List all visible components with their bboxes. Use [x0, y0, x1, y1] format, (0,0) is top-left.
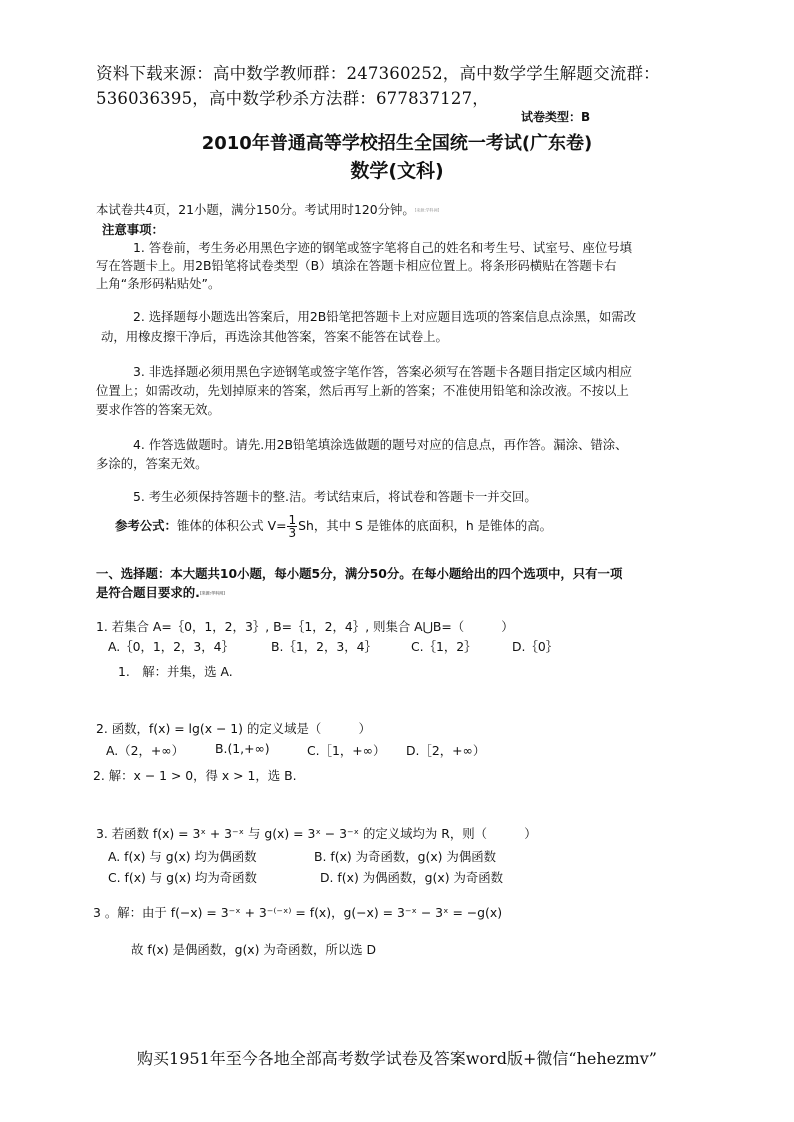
formula-pre: 锥体的体积公式 V=: [176, 518, 287, 533]
question-3-option-b: B. f(x) 为奇函数，g(x) 为偶函数: [314, 849, 496, 864]
section-heading-line-2: [96, 583, 225, 601]
question-1-solution: 1. 解：并集，选 A.: [118, 664, 233, 679]
note-3-line-1: 3. 非选择题必须用黑色字迹钢笔或签字笔作答，答案必须写在答题卡各题目指定区域内相应: [133, 364, 632, 379]
source-line-2: 536036395，高中数学秒杀方法群：677837127，: [96, 89, 489, 108]
section-source-mark: [来源:学科网]: [199, 590, 226, 596]
notes-heading: 注意事项：: [102, 222, 164, 237]
question-1-option-a: A.｛0，1，2，3，4｝: [108, 639, 234, 654]
question-3-option-c: C. f(x) 与 g(x) 均为奇函数: [108, 870, 257, 885]
formula-post: Sh，其中 S 是锥体的底面积，h 是锥体的高。: [298, 518, 553, 533]
fraction-denominator: 3: [288, 526, 297, 540]
question-1-option-b: B.｛1，2，3，4｝: [271, 639, 377, 654]
source-mark: [来源:学科网]: [414, 207, 440, 213]
fraction-numerator: 1: [288, 513, 297, 527]
question-1-option-d: D.｛0｝: [512, 639, 559, 654]
question-2-stem: 2. 函数，f(x) = lg(x − 1) 的定义域是（ ）: [96, 721, 371, 736]
exam-summary: [96, 200, 439, 218]
footer-advert: 购买1951年至今各地全部高考数学试卷及答案word版+微信“hehezmv”: [137, 1049, 657, 1068]
question-1-option-c: C.｛1，2｝: [411, 639, 477, 654]
source-line-1: 资料下载来源：高中数学教师群：247360252，高中数学学生解题交流群：: [96, 64, 660, 83]
section-heading-text: 是符合题目要求的.: [96, 585, 200, 600]
note-3-line-2: 位置上；如需改动，先划掉原来的答案，然后再写上新的答案；不准使用铅笔和涂改液。不按以上: [96, 383, 629, 398]
one-third-fraction: [287, 514, 297, 539]
question-2-option-d: D.［2，+∞）: [406, 743, 486, 758]
note-1-line-3: 上角“条形码粘贴处”。: [96, 276, 221, 291]
note-4-line-1: 4. 作答选做题时。请先.用2B铅笔填涂选做题的题号对应的信息点，再作答。漏涂、错涂、: [133, 437, 628, 452]
paper-type-label: 试卷类型：B: [521, 110, 591, 124]
question-2-solution: 2. 解：x − 1 > 0，得 x > 1，选 B.: [93, 768, 297, 783]
reference-formula: [115, 514, 552, 539]
question-2-option-a: A.（2，+∞）: [106, 743, 184, 758]
note-2-line-1: 2. 选择题每小题选出答案后，用2B铅笔把答题卡上对应题目选项的答案信息点涂黑，如需改: [133, 309, 636, 324]
question-3-stem: 3. 若函数 f(x) = 3ˣ + 3⁻ˣ 与 g(x) = 3ˣ − 3⁻ˣ 的定义域均为 R，则（ ）: [96, 826, 537, 841]
question-3-option-a: A. f(x) 与 g(x) 均为偶函数: [108, 849, 257, 864]
note-5-line-1: 5. 考生必须保持答题卡的整.洁。考试结束后，将试卷和答题卡一并交回。: [133, 489, 537, 504]
note-2-line-2: 动，用橡皮擦干净后，再选涂其他答案，答案不能答在试卷上。: [101, 329, 448, 344]
exam-subtitle: 数学(文科): [350, 160, 444, 182]
note-3-line-3: 要求作答的答案无效。: [96, 402, 220, 417]
question-3-solution-conclusion: 故 f(x) 是偶函数，g(x) 为奇函数，所以选 D: [131, 942, 376, 957]
exam-title: 2010年普通高等学校招生全国统一考试(广东卷): [201, 133, 593, 154]
note-1-line-1: 1. 答卷前，考生务必用黑色字迹的钢笔或签字笔将自己的姓名和考生号、试室号、座位号填: [133, 240, 632, 255]
section-heading-line-1: 一、选择题：本大题共10小题，每小题5分，满分50分。在每小题给出的四个选项中，只有一项: [96, 566, 623, 581]
question-3-option-d: D. f(x) 为偶函数，g(x) 为奇函数: [320, 870, 504, 885]
formula-label: 参考公式：: [115, 518, 177, 533]
note-1-line-2: 写在答题卡上。用2B铅笔将试卷类型（B）填涂在答题卡相应位置上。将条形码横贴在答题卡右: [96, 258, 617, 273]
question-2-option-b: B.(1,+∞): [215, 741, 270, 756]
note-4-line-2: 多涂的，答案无效。: [96, 456, 208, 471]
question-3-solution: 3 。解：由于 f(−x) = 3⁻ˣ + 3⁻⁽⁻ˣ⁾ = f(x)，g(−x) = 3⁻ˣ − 3ˣ = −g(x): [93, 905, 503, 920]
question-2-option-c: C.［1，+∞）: [307, 743, 386, 758]
question-1-stem: 1. 若集合 A=｛0，1，2，3｝, B=｛1，2，4｝, 则集合 A⋃B=（ ）: [96, 619, 514, 634]
exam-summary-text: 本试卷共4页，21小题，满分150分。考试用时120分钟。: [96, 202, 415, 217]
